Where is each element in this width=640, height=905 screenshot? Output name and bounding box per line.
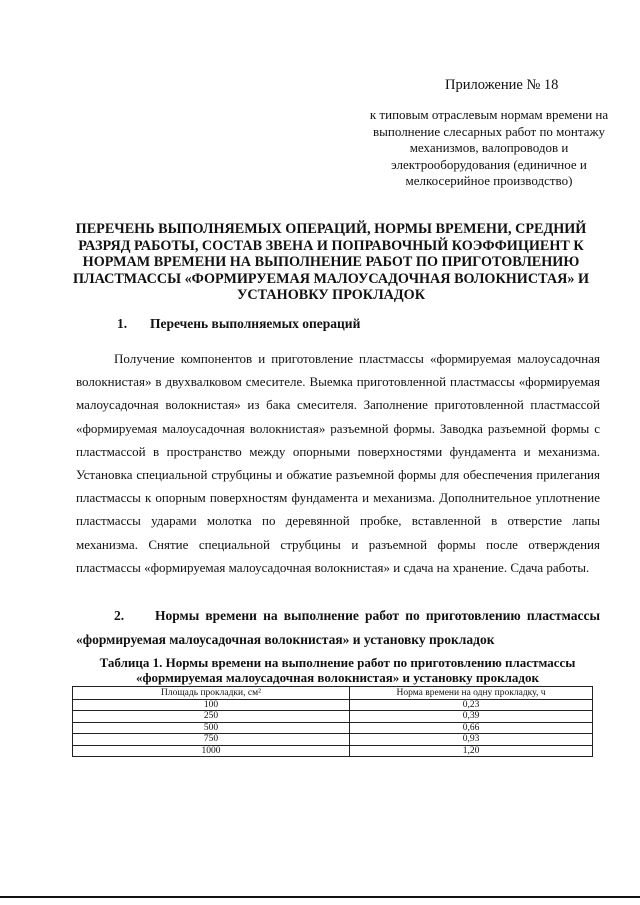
cell-area: 750	[73, 734, 350, 746]
cell-norm: 0,93	[350, 734, 593, 746]
cell-area: 250	[73, 711, 350, 723]
section-1-paragraph: Получение компонентов и приготовление пластмассы «формируемая малоусадочная волокнистая» в двухвалковом смесителе. Выемка приготовленной пластмассы «формируемая малоусадочная волокнистая» из бака смесителя. Заполнение приготовленной пластмассой «формируемая малоусадочная волокнистая» разъемной формы. Заводка разъемной формы с пластмассой в пространство между опорными поверхностями фундамента и механизма. Установка специальной струбцины и обжатие разъемной формы для обеспечения прилегания пластмассы к опорным поверхностям фундамента и механизма. Дополнительное уплотнение пластмассы ударами молотка по деревянной пробке, вставленной в отверстие лапы механизма. Снятие специальной струбцины и разъемной формы после отверждения пластмассы «формируемая малоусадочная волокнистая» и сдача на хранение. Сдача работы.	[76, 351, 600, 575]
cell-norm: 0,39	[350, 711, 593, 723]
header-norm: Норма времени на одну прокладку, ч	[350, 687, 593, 700]
section-1-body	[76, 347, 600, 579]
table-row	[73, 711, 593, 723]
cell-area: 500	[73, 722, 350, 734]
header-area: Площадь прокладки, см²	[73, 687, 350, 700]
norms-table	[72, 686, 593, 757]
table-header-row	[73, 687, 593, 700]
table-row	[73, 745, 593, 757]
table-row	[73, 699, 593, 711]
section-1-number: 1.	[117, 316, 128, 331]
appendix-title: Приложение № 18	[445, 77, 559, 93]
section-2-number: 2.	[114, 608, 125, 623]
table-row	[73, 734, 593, 746]
cell-norm: 1,20	[350, 745, 593, 757]
cell-area: 1000	[73, 745, 350, 757]
table-caption: Таблица 1. Нормы времени на выполнение работ по приготовлению пластмассы «формируемая малоусадочная волокнистая» и установку прокладок	[99, 655, 576, 685]
cell-norm: 0,66	[350, 722, 593, 734]
page-bottom-rule	[0, 896, 640, 898]
section-1-title: Перечень выполняемых операций	[150, 316, 361, 331]
cell-area: 100	[73, 699, 350, 711]
section-2-heading	[76, 604, 600, 652]
cell-norm: 0,23	[350, 699, 593, 711]
document-title: ПЕРЕЧЕНЬ ВЫПОЛНЯЕМЫХ ОПЕРАЦИЙ, НОРМЫ ВРЕМЕНИ, СРЕДНИЙ РАЗРЯД РАБОТЫ, СОСТАВ ЗВЕНА И ПОПРАВОЧНЫЙ КОЭФФИЦИЕНТ К НОРМАМ ВРЕМЕНИ НА ВЫПОЛНЕНИЕ РАБОТ ПО ПРИГОТОВЛЕНИЮ ПЛАСТМАССЫ «ФОРМИРУЕМАЯ МАЛОУСАДОЧНАЯ ВОЛОКНИСТАЯ» И УСТАНОВКУ ПРОКЛАДОК	[73, 221, 589, 303]
table-row	[73, 722, 593, 734]
appendix-reference: к типовым отраслевым нормам времени на выполнение слесарных работ по монтажу механизмов, валопроводов и электрооборудования (единичное и мелкосерийное производство)	[369, 107, 609, 188]
section-2-title: Нормы времени на выполнение работ по приготовлению пластмассы «формируемая малоусадочная волокнистая» и установку прокладок	[76, 608, 600, 647]
